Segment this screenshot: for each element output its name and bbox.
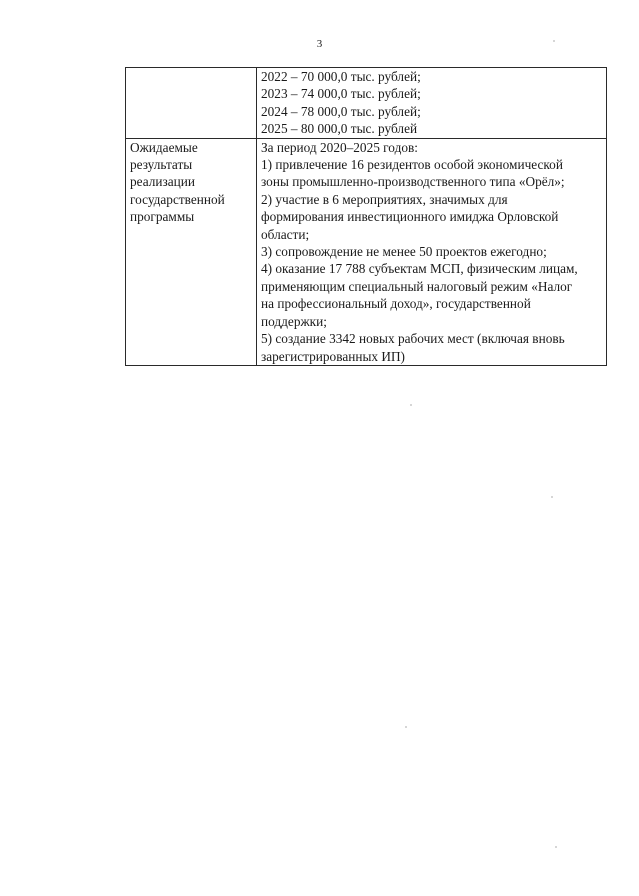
table-cell-empty-label (126, 68, 257, 139)
scan-speck (410, 404, 412, 406)
funding-line-2022: 2022 – 70 000,0 тыс. рублей; (261, 69, 421, 84)
program-passport-table (125, 67, 607, 366)
results-content-line-12: 5) создание 3342 новых рабочих мест (включая вновь (261, 331, 565, 347)
scan-speck (551, 496, 553, 498)
results-label-line-3: реализации (130, 174, 195, 190)
table-cell-funding-years (257, 68, 607, 139)
scan-speck (555, 846, 557, 848)
results-content-line-4: 2) участие в 6 мероприятиях, значимых для (261, 191, 508, 207)
results-content-line-2: 1) привлечение 16 резидентов особой экономической (261, 157, 563, 173)
results-content-line-8: 4) оказание 17 788 субъектам МСП, физическим лицам, (261, 261, 578, 277)
results-content-line-6: области; (261, 226, 310, 242)
scan-speck (405, 726, 407, 728)
results-content-line-7: 3) сопровождение не менее 50 проектов ежегодно; (261, 244, 547, 260)
results-content-line-13: зарегистрированных ИП) (261, 348, 405, 364)
funding-line-2025: 2025 – 80 000,0 тыс. рублей (261, 121, 418, 137)
table-row-funding (126, 68, 607, 139)
results-content-line-5: формирования инвестиционного имиджа Орловской (261, 209, 559, 225)
results-label-line-2: результаты (130, 157, 193, 173)
results-label-line-4: государственной (130, 191, 225, 207)
results-content-line-3: зоны промышленно-производственного типа «Орёл»; (261, 174, 565, 190)
table-row-expected-results (126, 138, 607, 365)
table-cell-results-label (126, 138, 257, 365)
results-content-line-10: на профессиональный доход», государственной (261, 296, 531, 312)
results-content-line-1: За период 2020–2025 годов: (261, 139, 418, 155)
funding-line-2023: 2023 – 74 000,0 тыс. рублей; (261, 86, 421, 102)
results-content-line-9: применяющим специальный налоговый режим «Налог (261, 278, 573, 294)
scan-speck (553, 40, 555, 42)
results-label-line-1: Ожидаемые (130, 139, 198, 155)
results-label-line-5: программы (130, 209, 195, 225)
results-content-line-11: поддержки; (261, 313, 327, 329)
table-cell-results-content (257, 138, 607, 365)
page-number: 3 (316, 38, 323, 50)
funding-line-2024: 2024 – 78 000,0 тыс. рублей; (261, 103, 421, 119)
